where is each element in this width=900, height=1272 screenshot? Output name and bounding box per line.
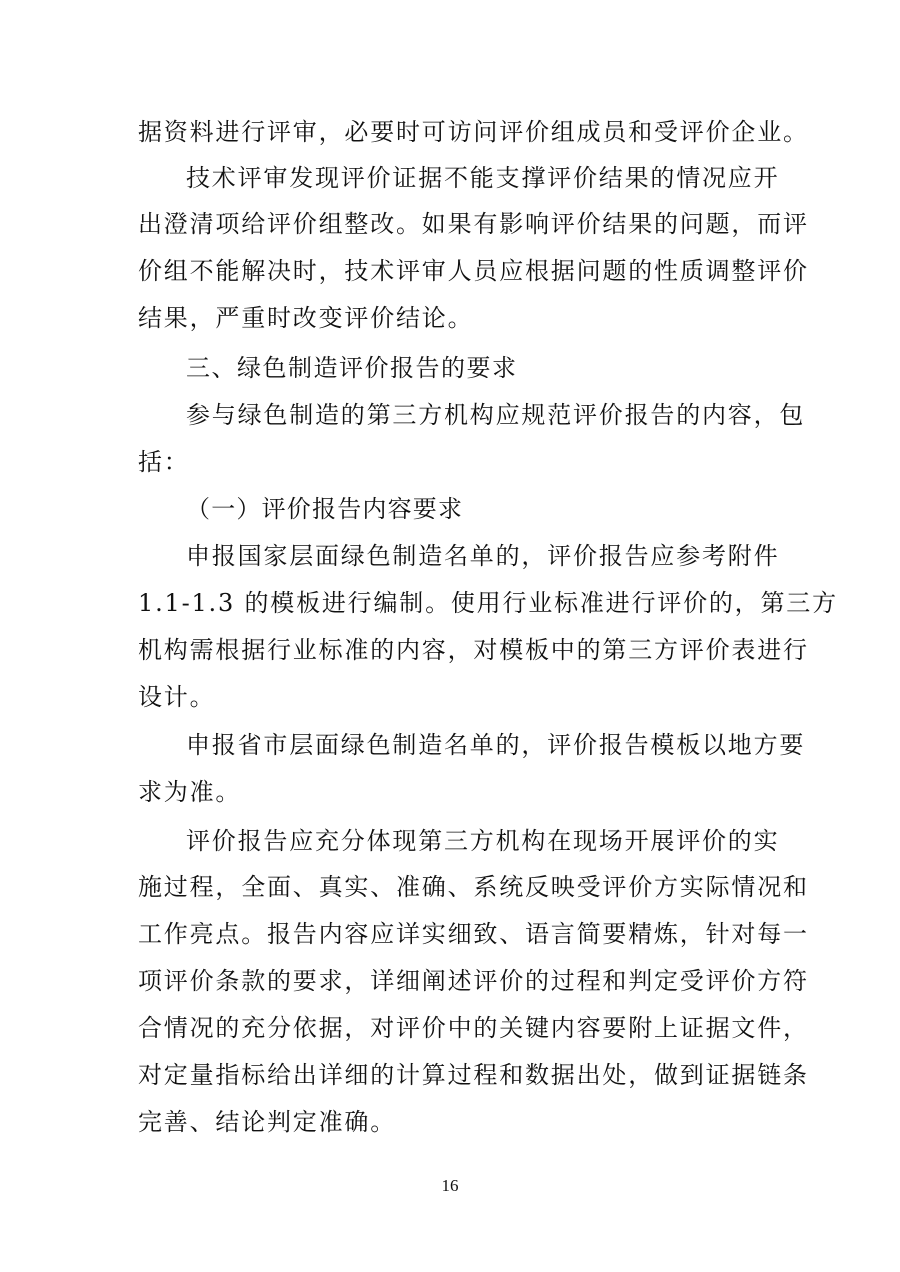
- text-line: 项评价条款的要求，详细阐述评价的过程和判定受评价方符: [138, 967, 809, 995]
- text-line: 求为准。: [138, 778, 242, 806]
- subsection-heading: （一）评价报告内容要求: [186, 495, 464, 523]
- text-line: 价组不能解决时，技术评审人员应根据问题的性质调整评价: [138, 257, 809, 285]
- text-line: 对定量指标给出详细的计算过程和数据出处，做到证据链条: [138, 1061, 809, 1089]
- page-number: 16: [441, 1176, 459, 1195]
- text-line: 申报国家层面绿色制造名单的，评价报告应参考附件: [186, 542, 780, 570]
- text-line: 施过程，全面、真实、准确、系统反映受评价方实际情况和: [138, 873, 809, 901]
- text-line: 申报省市层面绿色制造名单的，评价报告模板以地方要: [186, 731, 806, 759]
- text-line: 技术评审发现评价证据不能支撑评价结果的情况应开: [186, 164, 780, 192]
- text-line: 机构需根据行业标准的内容，对模板中的第三方评价表进行: [138, 636, 809, 664]
- text-line: 据资料进行评审，必要时可访问评价组成员和受评价企业。: [138, 118, 809, 146]
- text-line: 完善、结论判定准确。: [138, 1108, 396, 1136]
- text-line: 合情况的充分依据，对评价中的关键内容要附上证据文件，: [138, 1014, 809, 1042]
- text-line: 设计。: [138, 683, 216, 711]
- section-heading: 三、绿色制造评价报告的要求: [186, 354, 518, 382]
- text-line: 括：: [138, 448, 190, 476]
- text-line: 参与绿色制造的第三方机构应规范评价报告的内容，包: [186, 401, 806, 429]
- text-line: 工作亮点。报告内容应详实细致、语言简要精炼，针对每一: [138, 920, 809, 948]
- text-line: 1.1-1.3 的模板进行编制。使用行业标准进行评价的，第三方: [138, 589, 838, 617]
- text-line: 出澄清项给评价组整改。如果有影响评价结果的问题，而评: [138, 210, 809, 238]
- text-line: 结果，严重时改变评价结论。: [138, 304, 474, 332]
- text-line: 评价报告应充分体现第三方机构在现场开展评价的实: [186, 827, 780, 855]
